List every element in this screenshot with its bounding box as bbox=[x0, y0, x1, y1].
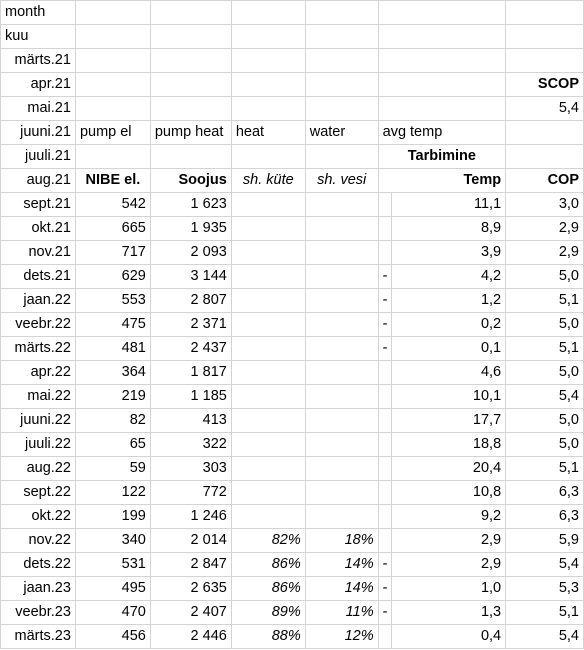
cell-heat[interactable] bbox=[231, 313, 305, 337]
cell-pump-el[interactable]: 475 bbox=[75, 313, 150, 337]
table-row bbox=[1, 313, 584, 337]
cell-heat[interactable]: sh. küte bbox=[231, 169, 305, 193]
cell-heat[interactable] bbox=[231, 49, 305, 73]
cell-cop[interactable]: 5,0 bbox=[506, 433, 584, 457]
cell-pump-el[interactable]: 531 bbox=[75, 553, 150, 577]
cell-cop[interactable]: 6,3 bbox=[506, 505, 584, 529]
header-row bbox=[1, 97, 584, 121]
cell-heat[interactable]: 86% bbox=[231, 577, 305, 601]
cell-cop[interactable]: 5,4 bbox=[506, 385, 584, 409]
cell-pump-heat[interactable]: 303 bbox=[150, 457, 231, 481]
cell-month[interactable]: juuni.21 bbox=[1, 121, 76, 145]
cell-cop[interactable]: 5,9 bbox=[506, 529, 584, 553]
cell-month[interactable]: sept.21 bbox=[1, 193, 76, 217]
cell-pump-el[interactable]: 219 bbox=[75, 385, 150, 409]
cell-water[interactable] bbox=[305, 289, 378, 313]
cell-pump-heat[interactable]: 1 817 bbox=[150, 361, 231, 385]
cell-water[interactable] bbox=[305, 49, 378, 73]
cell-water[interactable] bbox=[305, 337, 378, 361]
cell-water[interactable] bbox=[305, 241, 378, 265]
cell-pump-el[interactable]: 470 bbox=[75, 601, 150, 625]
cell-month[interactable]: dets.21 bbox=[1, 265, 76, 289]
cell-month[interactable]: märts.21 bbox=[1, 49, 76, 73]
table-row bbox=[1, 241, 584, 265]
cell-pump-el[interactable]: 665 bbox=[75, 217, 150, 241]
cell-month[interactable]: märts.22 bbox=[1, 337, 76, 361]
cell-pump-el[interactable]: 542 bbox=[75, 193, 150, 217]
cell-pump-heat[interactable]: 2 807 bbox=[150, 289, 231, 313]
cell-pump-el[interactable]: 340 bbox=[75, 529, 150, 553]
cell-heat[interactable] bbox=[231, 145, 305, 169]
cell-month[interactable]: kuu bbox=[1, 25, 76, 49]
table-row bbox=[1, 361, 584, 385]
cell-cop[interactable]: SCOP bbox=[506, 73, 584, 97]
header-row bbox=[1, 25, 584, 49]
cell-water[interactable]: 11% bbox=[305, 601, 378, 625]
cell-heat[interactable] bbox=[231, 241, 305, 265]
cell-water[interactable] bbox=[305, 1, 378, 25]
cell-heat[interactable] bbox=[231, 97, 305, 121]
table-row bbox=[1, 481, 584, 505]
cell-temp[interactable]: 1,2 bbox=[392, 289, 506, 313]
cell-dash[interactable] bbox=[378, 625, 392, 649]
cell-pump-heat[interactable]: 413 bbox=[150, 409, 231, 433]
cell-heat[interactable] bbox=[231, 337, 305, 361]
cell-cop[interactable] bbox=[506, 121, 584, 145]
table-row bbox=[1, 265, 584, 289]
cell-pump-el[interactable]: 199 bbox=[75, 505, 150, 529]
cell-dash[interactable] bbox=[378, 505, 392, 529]
cell-month[interactable]: juuni.22 bbox=[1, 409, 76, 433]
cell-pump-el[interactable] bbox=[75, 97, 150, 121]
cell-pump-heat[interactable]: 1 935 bbox=[150, 217, 231, 241]
table-row bbox=[1, 553, 584, 577]
cell-pump-el[interactable] bbox=[75, 145, 150, 169]
cell-pump-el[interactable]: NIBE el. bbox=[75, 169, 150, 193]
cell-month[interactable]: aug.21 bbox=[1, 169, 76, 193]
cell-temp[interactable]: 0,4 bbox=[392, 625, 506, 649]
cell-avg-temp[interactable]: avg temp bbox=[378, 121, 506, 145]
cell-temp[interactable]: 0,2 bbox=[392, 313, 506, 337]
cell-avg-temp[interactable] bbox=[378, 1, 506, 25]
cell-cop[interactable] bbox=[506, 25, 584, 49]
cell-pump-heat[interactable]: 1 246 bbox=[150, 505, 231, 529]
cell-temp[interactable]: 1,0 bbox=[392, 577, 506, 601]
cell-temp[interactable]: Temp bbox=[378, 169, 506, 193]
cell-heat[interactable] bbox=[231, 457, 305, 481]
cell-cop[interactable]: 5,0 bbox=[506, 313, 584, 337]
cell-water[interactable] bbox=[305, 457, 378, 481]
cell-water[interactable] bbox=[305, 145, 378, 169]
cell-pump-heat[interactable] bbox=[150, 145, 231, 169]
cell-pump-heat[interactable]: Soojus bbox=[150, 169, 231, 193]
cell-water[interactable]: 18% bbox=[305, 529, 378, 553]
table-row bbox=[1, 601, 584, 625]
cell-heat[interactable] bbox=[231, 481, 305, 505]
cell-avg-temp[interactable] bbox=[378, 25, 506, 49]
table-row bbox=[1, 193, 584, 217]
header-row bbox=[1, 1, 584, 25]
cell-pump-heat[interactable]: 2 407 bbox=[150, 601, 231, 625]
cell-cop[interactable]: 5,1 bbox=[506, 289, 584, 313]
cell-pump-el[interactable]: 59 bbox=[75, 457, 150, 481]
cell-pump-el[interactable]: 717 bbox=[75, 241, 150, 265]
cell-pump-heat[interactable]: 322 bbox=[150, 433, 231, 457]
cell-pump-el[interactable]: 629 bbox=[75, 265, 150, 289]
cell-temp[interactable]: 4,2 bbox=[392, 265, 506, 289]
cell-temp[interactable]: 17,7 bbox=[392, 409, 506, 433]
cell-temp[interactable]: 20,4 bbox=[392, 457, 506, 481]
cell-temp[interactable]: 0,1 bbox=[392, 337, 506, 361]
cell-dash[interactable]: - bbox=[378, 577, 392, 601]
cell-pump-heat[interactable]: 2 847 bbox=[150, 553, 231, 577]
cell-month[interactable]: märts.23 bbox=[1, 625, 76, 649]
cell-cop[interactable]: 5,0 bbox=[506, 265, 584, 289]
cell-pump-heat[interactable]: 2 437 bbox=[150, 337, 231, 361]
cell-water[interactable]: 12% bbox=[305, 625, 378, 649]
cell-water[interactable] bbox=[305, 217, 378, 241]
cell-temp[interactable]: 18,8 bbox=[392, 433, 506, 457]
cell-month[interactable]: month bbox=[1, 1, 76, 25]
cell-water[interactable] bbox=[305, 505, 378, 529]
cell-pump-heat[interactable] bbox=[150, 49, 231, 73]
cell-cop[interactable]: 5,4 bbox=[506, 97, 584, 121]
cell-pump-heat[interactable] bbox=[150, 1, 231, 25]
table-row bbox=[1, 457, 584, 481]
cell-temp[interactable]: 11,1 bbox=[392, 193, 506, 217]
cell-cop[interactable]: 5,1 bbox=[506, 457, 584, 481]
cell-water[interactable]: 14% bbox=[305, 553, 378, 577]
header-row bbox=[1, 169, 584, 193]
cell-cop[interactable]: 5,3 bbox=[506, 577, 584, 601]
cell-pump-el[interactable]: pump el bbox=[75, 121, 150, 145]
cell-heat[interactable] bbox=[231, 193, 305, 217]
cell-dash[interactable] bbox=[378, 241, 392, 265]
cell-month[interactable]: apr.22 bbox=[1, 361, 76, 385]
cell-month[interactable]: veebr.23 bbox=[1, 601, 76, 625]
cell-dash[interactable]: - bbox=[378, 601, 392, 625]
cell-month[interactable]: aug.22 bbox=[1, 457, 76, 481]
cell-dash[interactable] bbox=[378, 385, 392, 409]
cell-avg-temp[interactable] bbox=[378, 49, 506, 73]
cell-pump-el[interactable]: 364 bbox=[75, 361, 150, 385]
cell-water[interactable]: sh. vesi bbox=[305, 169, 378, 193]
cell-water[interactable] bbox=[305, 265, 378, 289]
table-row bbox=[1, 625, 584, 649]
cell-pump-el[interactable] bbox=[75, 1, 150, 25]
cell-cop[interactable]: 5,4 bbox=[506, 553, 584, 577]
cell-heat[interactable] bbox=[231, 217, 305, 241]
cell-pump-el[interactable]: 122 bbox=[75, 481, 150, 505]
cell-pump-el[interactable]: 553 bbox=[75, 289, 150, 313]
cell-month[interactable]: mai.21 bbox=[1, 97, 76, 121]
cell-month[interactable]: juuli.21 bbox=[1, 145, 76, 169]
cell-month[interactable]: apr.21 bbox=[1, 73, 76, 97]
cell-month[interactable]: dets.22 bbox=[1, 553, 76, 577]
table-row bbox=[1, 409, 584, 433]
cell-month[interactable]: nov.22 bbox=[1, 529, 76, 553]
cell-dash[interactable] bbox=[378, 529, 392, 553]
cell-pump-heat[interactable]: 1 185 bbox=[150, 385, 231, 409]
cell-heat[interactable] bbox=[231, 505, 305, 529]
cell-temp[interactable]: 8,9 bbox=[392, 217, 506, 241]
cell-pump-heat[interactable]: 2 093 bbox=[150, 241, 231, 265]
cell-heat[interactable]: 82% bbox=[231, 529, 305, 553]
cell-heat[interactable] bbox=[231, 73, 305, 97]
cell-dash[interactable] bbox=[378, 409, 392, 433]
cell-pump-heat[interactable] bbox=[150, 25, 231, 49]
cell-pump-heat[interactable]: 2 635 bbox=[150, 577, 231, 601]
cell-pump-heat[interactable]: 2 371 bbox=[150, 313, 231, 337]
cell-temp[interactable]: 2,9 bbox=[392, 529, 506, 553]
cell-pump-heat[interactable] bbox=[150, 97, 231, 121]
cell-cop[interactable]: 6,3 bbox=[506, 481, 584, 505]
cell-pump-heat[interactable]: 3 144 bbox=[150, 265, 231, 289]
cell-heat[interactable] bbox=[231, 265, 305, 289]
cell-heat[interactable]: 86% bbox=[231, 553, 305, 577]
cell-avg-temp[interactable] bbox=[378, 97, 506, 121]
cell-temp[interactable]: 4,6 bbox=[392, 361, 506, 385]
header-row bbox=[1, 49, 584, 73]
cell-cop[interactable]: 5,0 bbox=[506, 409, 584, 433]
cell-pump-heat[interactable]: 772 bbox=[150, 481, 231, 505]
cell-cop[interactable]: 5,1 bbox=[506, 601, 584, 625]
cell-pump-el[interactable] bbox=[75, 73, 150, 97]
cell-dash[interactable] bbox=[378, 457, 392, 481]
cell-cop[interactable]: 2,9 bbox=[506, 217, 584, 241]
cell-pump-el[interactable]: 495 bbox=[75, 577, 150, 601]
cell-dash[interactable] bbox=[378, 217, 392, 241]
cell-heat[interactable] bbox=[231, 289, 305, 313]
table-row bbox=[1, 385, 584, 409]
cell-cop[interactable]: 3,0 bbox=[506, 193, 584, 217]
cell-tarbimine[interactable]: Tarbimine bbox=[378, 145, 506, 169]
cell-water[interactable] bbox=[305, 73, 378, 97]
cell-month[interactable]: okt.22 bbox=[1, 505, 76, 529]
cell-pump-el[interactable]: 82 bbox=[75, 409, 150, 433]
cell-dash[interactable]: - bbox=[378, 553, 392, 577]
cell-cop[interactable]: COP bbox=[506, 169, 584, 193]
cell-pump-heat[interactable]: pump heat bbox=[150, 121, 231, 145]
cell-dash[interactable]: - bbox=[378, 337, 392, 361]
cell-pump-heat[interactable]: 2 014 bbox=[150, 529, 231, 553]
cell-cop[interactable]: 5,1 bbox=[506, 337, 584, 361]
header-row bbox=[1, 145, 584, 169]
cell-pump-el[interactable] bbox=[75, 25, 150, 49]
cell-heat[interactable]: 89% bbox=[231, 601, 305, 625]
cell-dash[interactable] bbox=[378, 361, 392, 385]
cell-heat[interactable] bbox=[231, 361, 305, 385]
cell-avg-temp[interactable] bbox=[378, 73, 506, 97]
cell-month[interactable]: veebr.22 bbox=[1, 313, 76, 337]
table-row bbox=[1, 529, 584, 553]
cell-heat[interactable]: heat bbox=[231, 121, 305, 145]
table-row bbox=[1, 577, 584, 601]
cell-month[interactable]: nov.21 bbox=[1, 241, 76, 265]
cell-pump-heat[interactable] bbox=[150, 73, 231, 97]
cell-water[interactable] bbox=[305, 385, 378, 409]
cell-cop[interactable]: 5,4 bbox=[506, 625, 584, 649]
cell-month[interactable]: jaan.23 bbox=[1, 577, 76, 601]
cell-water[interactable]: 14% bbox=[305, 577, 378, 601]
cell-water[interactable] bbox=[305, 97, 378, 121]
cell-heat[interactable] bbox=[231, 1, 305, 25]
cell-dash[interactable]: - bbox=[378, 289, 392, 313]
cell-month[interactable]: mai.22 bbox=[1, 385, 76, 409]
cell-pump-heat[interactable]: 2 446 bbox=[150, 625, 231, 649]
cell-water[interactable] bbox=[305, 25, 378, 49]
cell-pump-el[interactable] bbox=[75, 49, 150, 73]
cell-heat[interactable] bbox=[231, 409, 305, 433]
cell-heat[interactable] bbox=[231, 433, 305, 457]
table-row bbox=[1, 289, 584, 313]
cell-temp[interactable]: 9,2 bbox=[392, 505, 506, 529]
table-row bbox=[1, 217, 584, 241]
cell-temp[interactable]: 1,3 bbox=[392, 601, 506, 625]
cell-pump-el[interactable]: 481 bbox=[75, 337, 150, 361]
cell-cop[interactable] bbox=[506, 49, 584, 73]
table-row bbox=[1, 505, 584, 529]
cell-cop[interactable]: 5,0 bbox=[506, 361, 584, 385]
cell-pump-heat[interactable]: 1 623 bbox=[150, 193, 231, 217]
cell-pump-el[interactable]: 456 bbox=[75, 625, 150, 649]
cell-dash[interactable] bbox=[378, 193, 392, 217]
cell-temp[interactable]: 10,8 bbox=[392, 481, 506, 505]
cell-month[interactable]: okt.21 bbox=[1, 217, 76, 241]
cell-dash[interactable]: - bbox=[378, 265, 392, 289]
cell-month[interactable]: sept.22 bbox=[1, 481, 76, 505]
cell-cop[interactable] bbox=[506, 145, 584, 169]
cell-temp[interactable]: 3,9 bbox=[392, 241, 506, 265]
cell-water[interactable] bbox=[305, 313, 378, 337]
cell-heat[interactable] bbox=[231, 385, 305, 409]
cell-temp[interactable]: 10,1 bbox=[392, 385, 506, 409]
cell-water[interactable] bbox=[305, 409, 378, 433]
cell-dash[interactable]: - bbox=[378, 313, 392, 337]
cell-cop[interactable] bbox=[506, 1, 584, 25]
cell-cop[interactable]: 2,9 bbox=[506, 241, 584, 265]
table-row bbox=[1, 433, 584, 457]
cell-water[interactable] bbox=[305, 433, 378, 457]
cell-temp[interactable]: 2,9 bbox=[392, 553, 506, 577]
table-row bbox=[1, 337, 584, 361]
cell-month[interactable]: jaan.22 bbox=[1, 289, 76, 313]
header-row bbox=[1, 73, 584, 97]
cell-dash[interactable] bbox=[378, 481, 392, 505]
cell-heat[interactable]: 88% bbox=[231, 625, 305, 649]
cell-water[interactable]: water bbox=[305, 121, 378, 145]
cell-water[interactable] bbox=[305, 481, 378, 505]
cell-water[interactable] bbox=[305, 361, 378, 385]
cell-dash[interactable] bbox=[378, 433, 392, 457]
cell-water[interactable] bbox=[305, 193, 378, 217]
cell-heat[interactable] bbox=[231, 25, 305, 49]
header-row bbox=[1, 121, 584, 145]
cell-pump-el[interactable]: 65 bbox=[75, 433, 150, 457]
cell-month[interactable]: juuli.22 bbox=[1, 433, 76, 457]
